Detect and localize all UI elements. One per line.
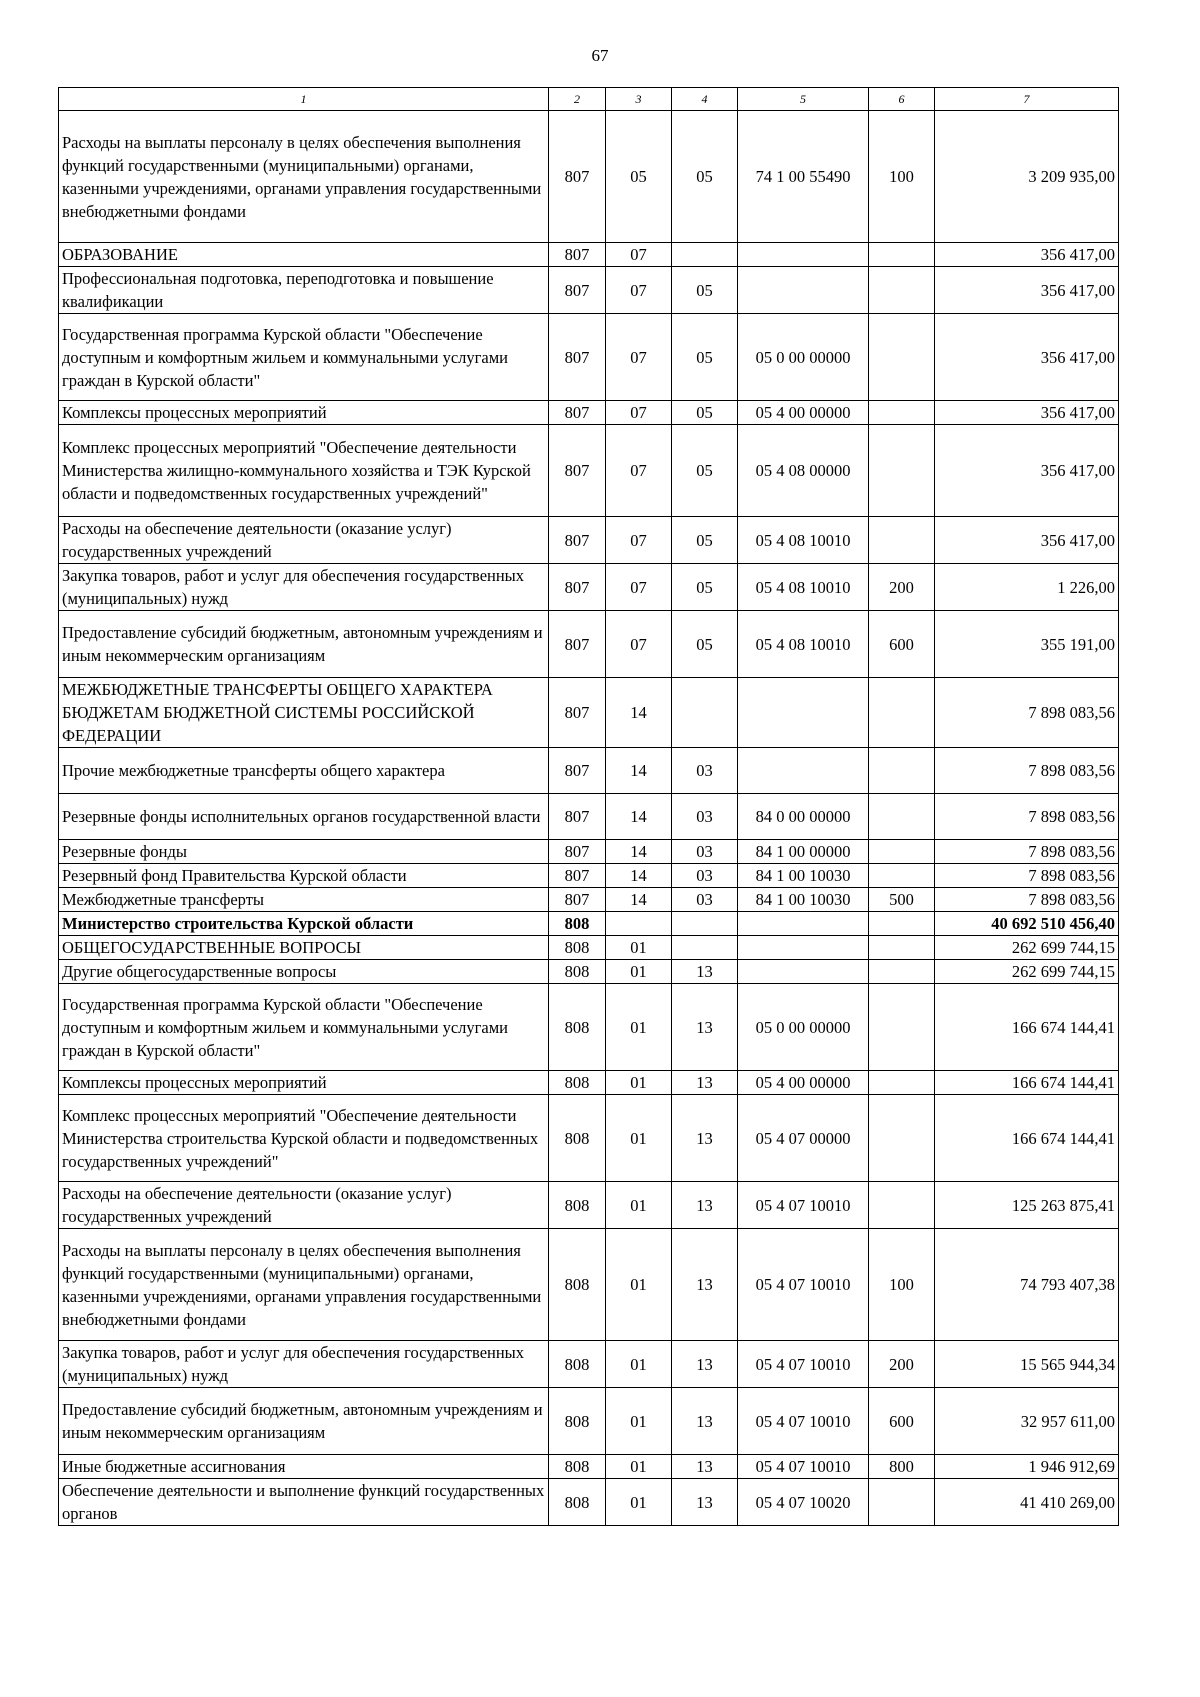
table-row [59,678,1119,748]
column-header: 1 [59,88,549,111]
code-cell-2: 808 [549,1455,606,1479]
row-name-cell: Межбюджетные трансферты [59,888,549,912]
page-number: 67 [591,46,609,65]
table-row [59,611,1119,678]
code-cell-6 [869,794,935,840]
code-cell-6: 100 [869,111,935,243]
code-cell-6: 200 [869,1341,935,1388]
table-row [59,840,1119,864]
row-name-cell: Комплексы процессных мероприятий [59,401,549,425]
table-row [59,794,1119,840]
code-cell-6 [869,678,935,748]
code-cell-3: 14 [606,888,672,912]
code-cell-2: 807 [549,794,606,840]
code-cell-4: 05 [672,111,738,243]
code-cell-4 [672,912,738,936]
code-cell-4: 03 [672,888,738,912]
row-name-cell: МЕЖБЮДЖЕТНЫЕ ТРАНСФЕРТЫ ОБЩЕГО ХАРАКТЕРА БЮДЖЕТАМ БЮДЖЕТНОЙ СИСТЕМЫ РОССИЙСКОЙ ФЕДЕРАЦИИ [59,678,549,748]
code-cell-6: 600 [869,611,935,678]
code-cell-6 [869,1071,935,1095]
table-row [59,1479,1119,1526]
code-cell-4: 13 [672,1182,738,1229]
row-name-cell: Государственная программа Курской области "Обеспечение доступным и комфортным жильем и коммунальными услугами граждан в Курской области" [59,314,549,401]
code-cell-4 [672,936,738,960]
code-cell-5 [738,748,869,794]
code-cell-3: 14 [606,678,672,748]
code-cell-2: 808 [549,1341,606,1388]
row-name-cell: Другие общегосударственные вопросы [59,960,549,984]
code-cell-2: 808 [549,1388,606,1455]
code-cell-2: 808 [549,1479,606,1526]
code-cell-3: 07 [606,425,672,517]
table-row [59,936,1119,960]
code-cell-2: 807 [549,678,606,748]
code-cell-2: 807 [549,888,606,912]
row-name-cell: Резервные фонды исполнительных органов государственной власти [59,794,549,840]
code-cell-3: 07 [606,564,672,611]
table-row [59,1388,1119,1455]
code-cell-3: 05 [606,111,672,243]
code-cell-6 [869,840,935,864]
code-cell-2: 807 [549,243,606,267]
table-row [59,267,1119,314]
header-row [59,88,1119,111]
table-row [59,401,1119,425]
row-name-cell: Резервные фонды [59,840,549,864]
code-cell-2: 807 [549,564,606,611]
code-cell-5: 05 4 07 10010 [738,1388,869,1455]
code-cell-3: 01 [606,1182,672,1229]
code-cell-4: 13 [672,960,738,984]
amount-cell: 1 946 912,69 [935,1455,1119,1479]
code-cell-4 [672,243,738,267]
code-cell-5: 74 1 00 55490 [738,111,869,243]
amount-cell: 7 898 083,56 [935,840,1119,864]
code-cell-5: 84 1 00 00000 [738,840,869,864]
amount-cell: 356 417,00 [935,243,1119,267]
code-cell-5: 05 4 07 10010 [738,1229,869,1341]
amount-cell: 355 191,00 [935,611,1119,678]
code-cell-6 [869,1095,935,1182]
code-cell-5: 05 4 07 00000 [738,1095,869,1182]
code-cell-2: 807 [549,864,606,888]
code-cell-6 [869,748,935,794]
code-cell-6 [869,960,935,984]
code-cell-4: 13 [672,1455,738,1479]
amount-cell: 7 898 083,56 [935,748,1119,794]
row-name-cell: Комплекс процессных мероприятий "Обеспечение деятельности Министерства жилищно-коммунального хозяйства и ТЭК Курской области и подведомственных государственных учреждений" [59,425,549,517]
code-cell-3: 07 [606,517,672,564]
code-cell-5: 05 4 08 10010 [738,611,869,678]
row-name-cell: Обеспечение деятельности и выполнение функций государственных органов [59,1479,549,1526]
code-cell-6: 800 [869,1455,935,1479]
table-row [59,1455,1119,1479]
table-row [59,984,1119,1071]
code-cell-2: 808 [549,1095,606,1182]
row-name-cell: Иные бюджетные ассигнования [59,1455,549,1479]
code-cell-5: 05 4 08 00000 [738,425,869,517]
table-row [59,960,1119,984]
code-cell-3: 07 [606,243,672,267]
budget-table [58,87,1119,1526]
code-cell-6 [869,314,935,401]
row-name-cell: Расходы на выплаты персоналу в целях обеспечения выполнения функций государственными (муниципальными) органами, казенными учреждениями, органами управления государственными внебюджетными фондами [59,1229,549,1341]
table-row [59,111,1119,243]
code-cell-3 [606,912,672,936]
code-cell-2: 808 [549,1182,606,1229]
row-name-cell: ОБЩЕГОСУДАРСТВЕННЫЕ ВОПРОСЫ [59,936,549,960]
code-cell-5 [738,267,869,314]
amount-cell: 7 898 083,56 [935,864,1119,888]
row-name-cell: Предоставление субсидий бюджетным, автономным учреждениям и иным некоммерческим организациям [59,1388,549,1455]
code-cell-2: 807 [549,517,606,564]
code-cell-5 [738,678,869,748]
code-cell-3: 01 [606,984,672,1071]
code-cell-2: 807 [549,840,606,864]
code-cell-5 [738,960,869,984]
code-cell-2: 807 [549,267,606,314]
code-cell-3: 14 [606,794,672,840]
code-cell-5: 05 4 08 10010 [738,564,869,611]
amount-cell: 166 674 144,41 [935,1095,1119,1182]
code-cell-6 [869,267,935,314]
code-cell-2: 808 [549,1071,606,1095]
code-cell-5: 05 4 07 10020 [738,1479,869,1526]
row-name-cell: Комплексы процессных мероприятий [59,1071,549,1095]
code-cell-3: 01 [606,936,672,960]
amount-cell: 166 674 144,41 [935,984,1119,1071]
code-cell-4: 05 [672,425,738,517]
row-name-cell: Государственная программа Курской области "Обеспечение доступным и комфортным жильем и коммунальными услугами граждан в Курской области" [59,984,549,1071]
table-row [59,888,1119,912]
code-cell-6 [869,401,935,425]
code-cell-5: 05 0 00 00000 [738,984,869,1071]
row-name-cell: Расходы на обеспечение деятельности (оказание услуг) государственных учреждений [59,1182,549,1229]
code-cell-6 [869,936,935,960]
code-cell-3: 01 [606,1095,672,1182]
code-cell-5: 05 0 00 00000 [738,314,869,401]
code-cell-6: 100 [869,1229,935,1341]
amount-cell: 41 410 269,00 [935,1479,1119,1526]
code-cell-5: 05 4 00 00000 [738,1071,869,1095]
table-row [59,564,1119,611]
code-cell-4 [672,678,738,748]
code-cell-3: 01 [606,1341,672,1388]
code-cell-4: 05 [672,564,738,611]
code-cell-2: 808 [549,1229,606,1341]
column-header: 6 [869,88,935,111]
amount-cell: 74 793 407,38 [935,1229,1119,1341]
code-cell-3: 14 [606,840,672,864]
code-cell-5: 84 1 00 10030 [738,888,869,912]
code-cell-2: 807 [549,748,606,794]
code-cell-2: 807 [549,611,606,678]
column-header: 5 [738,88,869,111]
amount-cell: 15 565 944,34 [935,1341,1119,1388]
code-cell-4: 13 [672,1479,738,1526]
code-cell-4: 05 [672,611,738,678]
code-cell-3: 07 [606,267,672,314]
column-header: 3 [606,88,672,111]
table-row [59,912,1119,936]
code-cell-4: 03 [672,840,738,864]
code-cell-4: 05 [672,267,738,314]
table-row [59,243,1119,267]
code-cell-3: 07 [606,314,672,401]
code-cell-6 [869,425,935,517]
amount-cell: 1 226,00 [935,564,1119,611]
code-cell-6 [869,1182,935,1229]
code-cell-4: 13 [672,1341,738,1388]
code-cell-4: 13 [672,1388,738,1455]
code-cell-2: 808 [549,936,606,960]
amount-cell: 356 417,00 [935,425,1119,517]
table-row [59,748,1119,794]
code-cell-5 [738,912,869,936]
code-cell-4: 13 [672,1229,738,1341]
amount-cell: 125 263 875,41 [935,1182,1119,1229]
code-cell-4: 03 [672,748,738,794]
amount-cell: 7 898 083,56 [935,794,1119,840]
code-cell-5: 05 4 07 10010 [738,1182,869,1229]
row-name-cell: Прочие межбюджетные трансферты общего характера [59,748,549,794]
code-cell-2: 808 [549,960,606,984]
row-name-cell: Закупка товаров, работ и услуг для обеспечения государственных (муниципальных) нужд [59,564,549,611]
code-cell-6: 600 [869,1388,935,1455]
code-cell-3: 07 [606,611,672,678]
code-cell-4: 03 [672,794,738,840]
row-name-cell: Закупка товаров, работ и услуг для обеспечения государственных (муниципальных) нужд [59,1341,549,1388]
code-cell-3: 01 [606,1229,672,1341]
code-cell-6 [869,517,935,564]
code-cell-5: 05 4 00 00000 [738,401,869,425]
table-row [59,1229,1119,1341]
row-name-cell: Министерство строительства Курской области [59,912,549,936]
code-cell-6 [869,243,935,267]
amount-cell: 32 957 611,00 [935,1388,1119,1455]
amount-cell: 356 417,00 [935,314,1119,401]
column-header: 4 [672,88,738,111]
code-cell-4: 05 [672,314,738,401]
row-name-cell: ОБРАЗОВАНИЕ [59,243,549,267]
amount-cell: 7 898 083,56 [935,678,1119,748]
code-cell-3: 01 [606,1479,672,1526]
amount-cell: 356 417,00 [935,517,1119,564]
row-name-cell: Предоставление субсидий бюджетным, автономным учреждениям и иным некоммерческим организациям [59,611,549,678]
code-cell-4: 05 [672,401,738,425]
code-cell-3: 14 [606,864,672,888]
code-cell-5: 84 0 00 00000 [738,794,869,840]
row-name-cell: Расходы на выплаты персоналу в целях обеспечения выполнения функций государственными (муниципальными) органами, казенными учреждениями, органами управления государственными внебюджетными фондами [59,111,549,243]
code-cell-6: 500 [869,888,935,912]
table-row [59,1182,1119,1229]
amount-cell: 40 692 510 456,40 [935,912,1119,936]
amount-cell: 356 417,00 [935,401,1119,425]
code-cell-5: 84 1 00 10030 [738,864,869,888]
code-cell-5: 05 4 08 10010 [738,517,869,564]
code-cell-3: 01 [606,960,672,984]
code-cell-3: 01 [606,1388,672,1455]
row-name-cell: Расходы на обеспечение деятельности (оказание услуг) государственных учреждений [59,517,549,564]
code-cell-2: 808 [549,984,606,1071]
code-cell-2: 807 [549,111,606,243]
code-cell-6 [869,1479,935,1526]
code-cell-3: 14 [606,748,672,794]
code-cell-6 [869,984,935,1071]
amount-cell: 7 898 083,56 [935,888,1119,912]
code-cell-6 [869,864,935,888]
table-row [59,517,1119,564]
code-cell-4: 13 [672,984,738,1071]
code-cell-3: 01 [606,1071,672,1095]
code-cell-3: 01 [606,1455,672,1479]
code-cell-5 [738,243,869,267]
code-cell-6: 200 [869,564,935,611]
code-cell-5: 05 4 07 10010 [738,1341,869,1388]
amount-cell: 3 209 935,00 [935,111,1119,243]
code-cell-4: 03 [672,864,738,888]
code-cell-5: 05 4 07 10010 [738,1455,869,1479]
amount-cell: 262 699 744,15 [935,936,1119,960]
table-row [59,1071,1119,1095]
code-cell-6 [869,912,935,936]
table-row [59,864,1119,888]
amount-cell: 356 417,00 [935,267,1119,314]
table-row [59,314,1119,401]
code-cell-4: 13 [672,1071,738,1095]
code-cell-3: 07 [606,401,672,425]
column-header: 7 [935,88,1119,111]
row-name-cell: Резервный фонд Правительства Курской области [59,864,549,888]
code-cell-4: 05 [672,517,738,564]
table-row [59,425,1119,517]
code-cell-2: 807 [549,314,606,401]
code-cell-2: 807 [549,425,606,517]
code-cell-4: 13 [672,1095,738,1182]
table-row [59,1341,1119,1388]
code-cell-5 [738,936,869,960]
amount-cell: 262 699 744,15 [935,960,1119,984]
amount-cell: 166 674 144,41 [935,1071,1119,1095]
table-row [59,1095,1119,1182]
code-cell-2: 807 [549,401,606,425]
row-name-cell: Профессиональная подготовка, переподготовка и повышение квалификации [59,267,549,314]
code-cell-2: 808 [549,912,606,936]
column-header: 2 [549,88,606,111]
row-name-cell: Комплекс процессных мероприятий "Обеспечение деятельности Министерства строительства Курской области и подведомственных государственных учреждений" [59,1095,549,1182]
